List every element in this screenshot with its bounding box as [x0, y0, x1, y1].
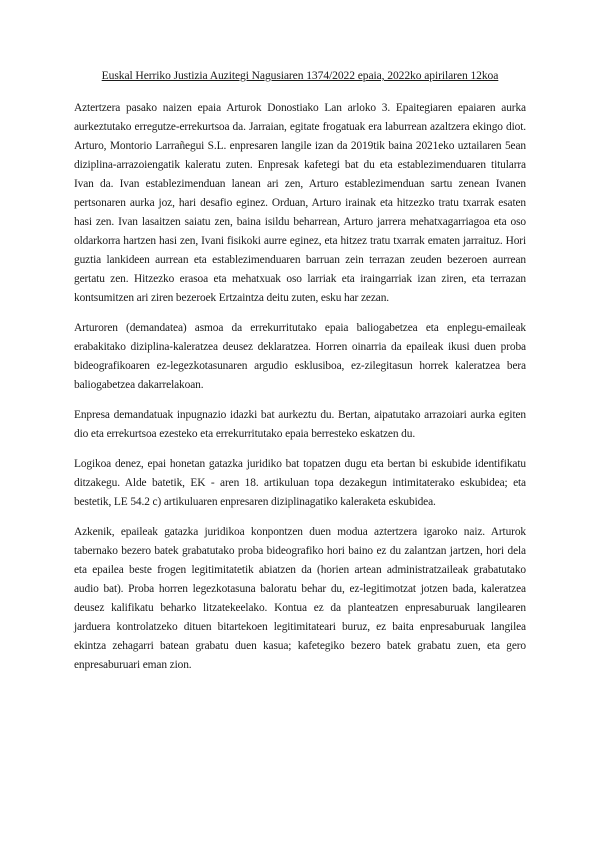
document-title: Euskal Herriko Justizia Auzitegi Nagusiaren 1374/2022 epaia, 2022ko apirilaren 12koa	[101, 69, 499, 82]
paragraph-defendant-response: Enpresa demandatuak inpugnazio idazki bat aurkeztu du. Bertan, aipatutako arrazoiari aurka egiten dio eta errekurtsoa ezesteko eta errekurritutako epaia berresteko eskatzen du.	[74, 409, 526, 440]
document-page	[74, 68, 526, 686]
paragraph-plaintiff-claim: Arturoren (demandatea) asmoa da errekurritutako epaia baliogabetzea eta enplegu-emaileak erabakitako diziplina-kaleratzea deusez deklaratzea. Horren oinarria da epaileak ikusi duen proba bideografikoaren ez-legezkotasunaren argudio esklusiboa, ez-zilegitasun horrek kaleratzea bera baliogabetzea dakarrelakoan.	[74, 322, 526, 391]
paragraph-facts: Aztertzera pasako naizen epaia Arturok Donostiako Lan arloko 3. Epaitegiaren epaiaren aurka aurkeztutako erregutze-errekurtsoa da. Jarraian, egitate frogatuak era laburrean azaltzera ekingo diot. Arturo, Montorio Larrañegui S.L. enpresaren langile izan da 2019tik baina 2021eko uztailaren 5ean diziplina-arrazoiengatik kaleratu zuten. Enpresak kafetegi bat du eta establezimenduaren titularra Ivan da. Ivan establezimenduan lanean ari zen, Arturo establezimenduan sartu zenean Ivanen pertsonaren aurka joz, hari desafio eginez. Orduan, Arturo irainak eta hitzezko tratu txarrak esaten hasi zen. Ivan lasaitzen saiatu zen, baina isildu beharrean, Arturo jarrera mehatxagarriagoa eta oso oldarkorra hartzen hasi zen, Ivani fisikoki aurre eginez, eta hitzez tratu txarrak ematen jarraituz. Hori guztia lankideen aurrean eta establezimenduaren barruan zein terrazan zeuden bezeroen aurrean gertatu zen. Hitzezko erasoa eta mehatxuak oso larriak eta iraingarriak izan ziren, eta terrazan kontsumitzen ari ziren bezeroek Ertzaintza deitu zuten, esku har zezan.	[74, 102, 526, 304]
paragraph-resolution: Azkenik, epaileak gatazka juridikoa konpontzen duen modua aztertzera igaroko naiz. Arturok tabernako bezero batek grabatutako proba bideografiko hori baino ez du zalantzan jartzen, hori dela eta epailea beste frogen legitimitatetik abiatzen da (horien artean administratzaileak grabatutako audio bat). Proba horren legezkotasuna baloratu behar du, ez-legitimotzat jotzen bada, kaleratzea deusez kalifikatu beharko litzatekeelako. Kontua ez da planteatzen enpresaburuak langilearen jarduera kontrolatzeko dituen bitartekoen legitimitateari buruz, ez baita enpresaburuak langilea ekintza zehagarri batean grabatu duen kasua; kafetegiko bezero batek grabatu zuen, eta gero enpresaburuari eman zion.	[74, 526, 526, 671]
paragraph-legal-conflict: Logikoa denez, epai honetan gatazka juridiko bat topatzen dugu eta bertan bi eskubide identifikatu ditzakegu. Alde batetik, EK - aren 18. artikuluan topa dezakegun intimitaterako eskubidea; eta bestetik, LE 54.2 c) artikuluaren enpresaren diziplinagatiko kaleraketa eskubidea.	[74, 458, 526, 508]
